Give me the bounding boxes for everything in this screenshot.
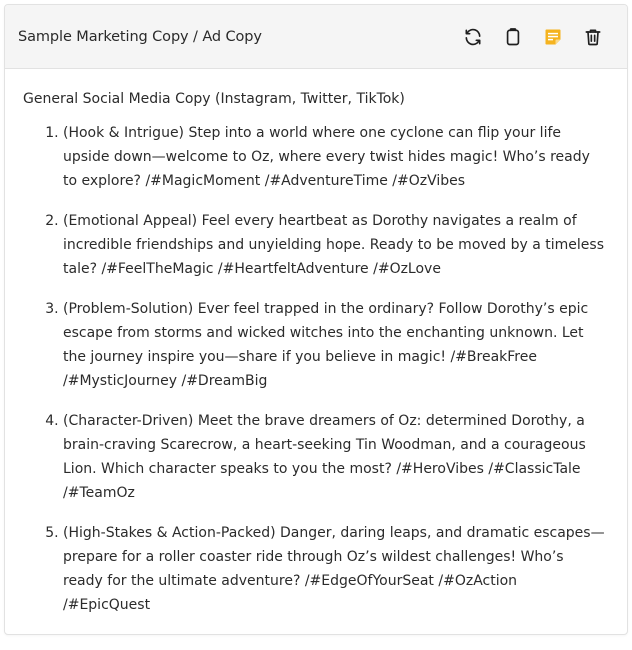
- list-item: 5. (High-Stakes & Action-Packed) Danger, daring leaps, and dramatic escapes—prepare for a roller coaster ride through Oz’s wildest challenges! Who’s ready for the ultimate adventure? /#EdgeOfYourSeat /#OzAction /#EpicQuest: [63, 521, 609, 617]
- note-button[interactable]: [533, 21, 573, 53]
- trash-icon: [583, 27, 603, 47]
- section-heading: General Social Media Copy (Instagram, Twitter, TikTok): [23, 91, 405, 107]
- list-item: 2. (Emotional Appeal) Feel every heartbeat as Dorothy navigates a realm of incredible friendships and unyielding hope. Ready to be moved by a timeless tale? /#FeelTheMagic /#HeartfeltAdventure /#OzLove: [63, 209, 609, 281]
- copy-button[interactable]: [493, 21, 533, 53]
- refresh-icon: [463, 27, 483, 47]
- regenerate-button[interactable]: [453, 21, 493, 53]
- list-item: 3. (Problem-Solution) Ever feel trapped in the ordinary? Follow Dorothy’s epic escape from storms and wicked witches into the enchanting unknown. Let the journey inspire you—share if you believe in magic! /#BreakFree /#MysticJourney /#DreamBig: [63, 297, 609, 393]
- card-body: [5, 69, 627, 617]
- card-header: [5, 5, 627, 69]
- clipboard-icon: [503, 27, 523, 47]
- list-item: 4. (Character-Driven) Meet the brave dreamers of Oz: determined Dorothy, a brain-craving Scarecrow, a heart-seeking Tin Woodman, and a courageous Lion. Which character speaks to you the most? /#HeroVibes /#ClassicTale /#TeamOz: [63, 409, 609, 505]
- list-item: 1. (Hook & Intrigue) Step into a world where one cyclone can flip your life upside down—welcome to Oz, where every twist hides magic! Who’s ready to explore? /#MagicMoment /#AdventureTime /#OzVibes: [63, 121, 609, 193]
- copy-card: [4, 4, 628, 635]
- delete-button[interactable]: [573, 21, 613, 53]
- card-title: Sample Marketing Copy / Ad Copy: [18, 28, 262, 45]
- sticky-note-icon: [543, 27, 563, 47]
- header-actions: [453, 21, 613, 53]
- copy-list: [23, 121, 609, 617]
